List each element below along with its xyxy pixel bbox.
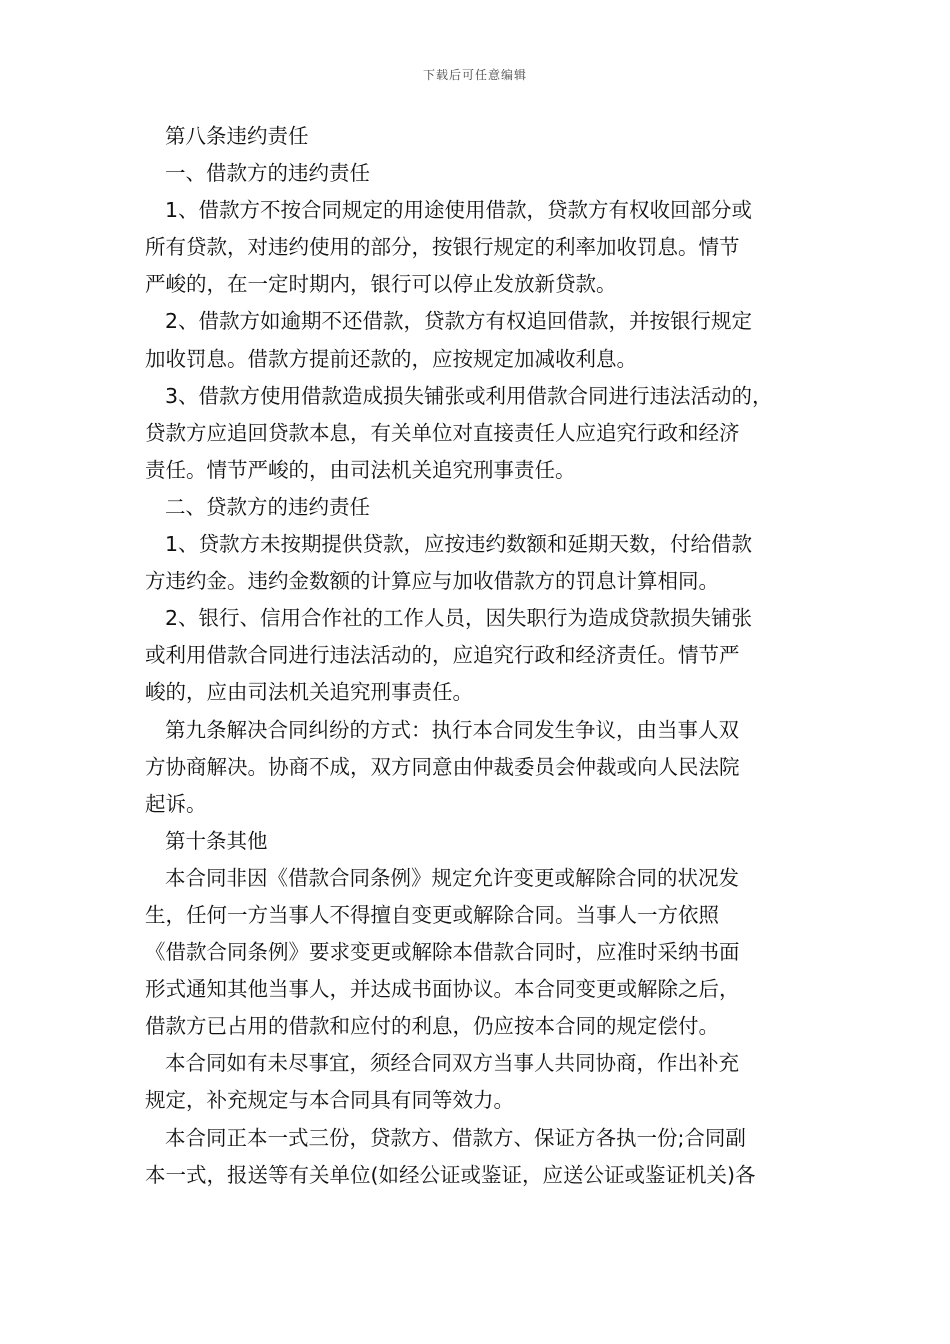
paragraph-line: 借款方已占用的借款和应付的利息，仍应按本合同的规定偿付。 [145, 1014, 719, 1039]
paragraph [145, 712, 813, 823]
paragraph-line: 或利用借款合同进行违法活动的，应追究行政和经济责任。情节严 [145, 643, 740, 668]
paragraph-line: 贷款方应追回贷款本息，有关单位对直接责任人应追究行政和经济 [145, 420, 740, 445]
paragraph-line: 严峻的，在一定时期内，银行可以停止发放新贷款。 [145, 272, 617, 297]
paragraph-line: 1、借款方不按合同规定的用途使用借款，贷款方有权收回部分或 [165, 198, 753, 223]
paragraph [145, 600, 813, 711]
paragraph-line: 一、借款方的违约责任 [165, 161, 370, 186]
paragraph-line: 《借款合同条例》要求变更或解除本借款合同时，应准时采纳书面 [145, 940, 740, 965]
paragraph-line: 责任。情节严峻的，由司法机关追究刑事责任。 [145, 457, 576, 482]
page-header: 下载后可任意编辑 [422, 68, 527, 82]
paragraph-line: 规定，补充规定与本合同具有同等效力。 [145, 1088, 514, 1113]
paragraph [145, 860, 813, 1045]
paragraph-line: 峻的，应由司法机关追究刑事责任。 [145, 680, 473, 705]
paragraph-line: 形式通知其他当事人，并达成书面协议。本合同变更或解除之后， [145, 977, 740, 1002]
paragraph-line: 3、借款方使用借款造成损失铺张或利用借款合同进行违法活动的， [165, 383, 773, 408]
paragraph [145, 823, 813, 860]
paragraph [145, 118, 813, 155]
paragraph-line: 方协商解决。协商不成，双方同意由仲裁委员会仲裁或向人民法院 [145, 754, 740, 779]
document-body [145, 118, 813, 1194]
paragraph-line: 1、贷款方未按期提供贷款，应按违约数额和延期天数，付给借款 [165, 532, 753, 557]
paragraph-line: 第八条违约责任 [165, 124, 309, 148]
paragraph-line: 本合同非因《借款合同条例》规定允许变更或解除合同的状况发 [165, 865, 739, 890]
paragraph-line: 2、银行、信用合作社的工作人员，因失职行为造成贷款损失铺张 [165, 606, 753, 631]
paragraph-line: 本合同正本一式三份，贷款方、借款方、保证方各执一份;合同副 [165, 1125, 746, 1150]
paragraph-line: 2、借款方如逾期不还借款，贷款方有权追回借款，并按银行规定 [165, 309, 753, 334]
paragraph-line: 第九条解决合同纠纷的方式：执行本合同发生争议，由当事人双 [165, 717, 739, 742]
paragraph [145, 192, 813, 303]
paragraph [145, 303, 813, 377]
paragraph [145, 526, 813, 600]
paragraph [145, 1120, 813, 1194]
paragraph-line: 生，任何一方当事人不得擅自变更或解除合同。当事人一方依照 [145, 902, 719, 927]
paragraph [145, 155, 813, 192]
paragraph [145, 1045, 813, 1119]
paragraph-line: 起诉。 [145, 791, 207, 816]
paragraph [145, 378, 813, 489]
paragraph-line: 方违约金。违约金数额的计算应与加收借款方的罚息计算相同。 [145, 569, 719, 594]
paragraph-line: 第十条其他 [165, 828, 268, 853]
paragraph-line: 二、贷款方的违约责任 [165, 494, 370, 519]
paragraph-line: 本合同如有未尽事宜，须经合同双方当事人共同协商，作出补充 [165, 1051, 739, 1076]
paragraph-line: 本一式，报送等有关单位(如经公证或鉴证，应送公证或鉴证机关)各 [145, 1162, 756, 1187]
paragraph-line: 加收罚息。借款方提前还款的，应按规定加减收利息。 [145, 346, 637, 371]
paragraph [145, 489, 813, 526]
paragraph-line: 所有贷款，对违约使用的部分，按银行规定的利率加收罚息。情节 [145, 235, 740, 260]
